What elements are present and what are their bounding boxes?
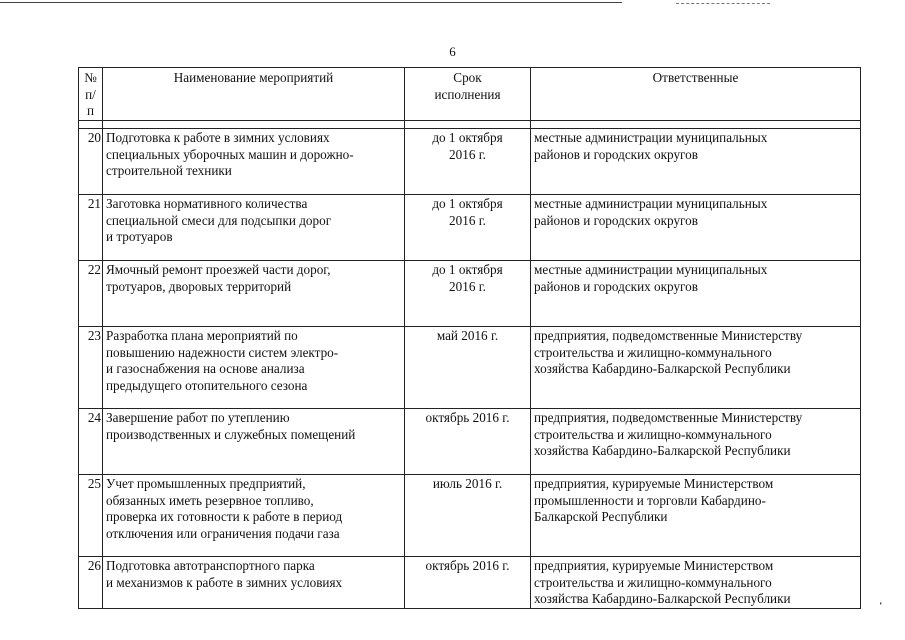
row-term: до 1 октября 2016 г. <box>405 261 531 327</box>
row-num: 22 <box>79 261 103 327</box>
spacer-cell <box>531 121 861 129</box>
row-responsible: местные администрации муниципальных районов и городских округов <box>531 195 861 261</box>
row-num: 20 <box>79 129 103 195</box>
table-body <box>79 129 861 609</box>
events-table <box>78 67 861 609</box>
row-name: Разработка плана мероприятий по повышению надежности систем электро- и газоснабжения на основе анализа предыдущего отопительного сезона <box>103 327 405 409</box>
row-num: 21 <box>79 195 103 261</box>
table-row <box>79 409 861 475</box>
scan-top-line <box>0 2 622 3</box>
page-number: 6 <box>449 44 456 59</box>
row-responsible: местные администрации муниципальных районов и городских округов <box>531 129 861 195</box>
spacer-cell <box>405 121 531 129</box>
row-name: Учет промышленных предприятий, обязанных иметь резервное топливо, проверка их готовности к работе в период отключения или ограничения подачи газа <box>103 475 405 557</box>
row-name: Завершение работ по утеплению производственных и служебных помещений <box>103 409 405 475</box>
table-row <box>79 261 861 327</box>
row-num: 26 <box>79 557 103 609</box>
row-responsible: местные администрации муниципальных районов и городских округов <box>531 261 861 327</box>
header-responsible: Ответственные <box>531 68 861 121</box>
header-num: № п/п <box>79 68 103 121</box>
row-name: Подготовка к работе в зимних условиях специальных уборочных машин и дорожно- строительной техники <box>103 129 405 195</box>
row-num: 24 <box>79 409 103 475</box>
row-num: 23 <box>79 327 103 409</box>
scan-top-dashed-line <box>676 3 770 4</box>
table-header <box>79 68 861 129</box>
row-num: 25 <box>79 475 103 557</box>
row-name: Подготовка автотранспортного парка и механизмов к работе в зимних условиях <box>103 557 405 609</box>
row-term: июль 2016 г. <box>405 475 531 557</box>
row-responsible: предприятия, подведомственные Министерству строительства и жилищно-коммунального хозяйства Кабардино-Балкарской Республики <box>531 409 861 475</box>
row-responsible: предприятия, курируемые Министерством строительства и жилищно-коммунального хозяйства Кабардино-Балкарской Республики <box>531 557 861 609</box>
row-name: Заготовка нормативного количества специальной смеси для подсыпки дорог и тротуаров <box>103 195 405 261</box>
row-term: октябрь 2016 г. <box>405 557 531 609</box>
table-row <box>79 327 861 409</box>
row-term: май 2016 г. <box>405 327 531 409</box>
table-row <box>79 475 861 557</box>
header-name: Наименование мероприятий <box>103 68 405 121</box>
row-term: до 1 октября 2016 г. <box>405 195 531 261</box>
spacer-cell <box>103 121 405 129</box>
row-term: до 1 октября 2016 г. <box>405 129 531 195</box>
table-row <box>79 195 861 261</box>
row-responsible: предприятия, курируемые Министерством промышленности и торговли Кабардино- Балкарской Республики <box>531 475 861 557</box>
header-spacer-row <box>79 121 861 129</box>
table-row <box>79 557 861 609</box>
spacer-cell <box>79 121 103 129</box>
row-responsible: предприятия, подведомственные Министерству строительства и жилищно-коммунального хозяйства Кабардино-Балкарской Республики <box>531 327 861 409</box>
scan-mark: ʻ <box>879 600 883 612</box>
row-name: Ямочный ремонт проезжей части дорог, тротуаров, дворовых территорий <box>103 261 405 327</box>
header-term: Срок исполнения <box>405 68 531 121</box>
table-row <box>79 129 861 195</box>
row-term: октябрь 2016 г. <box>405 409 531 475</box>
